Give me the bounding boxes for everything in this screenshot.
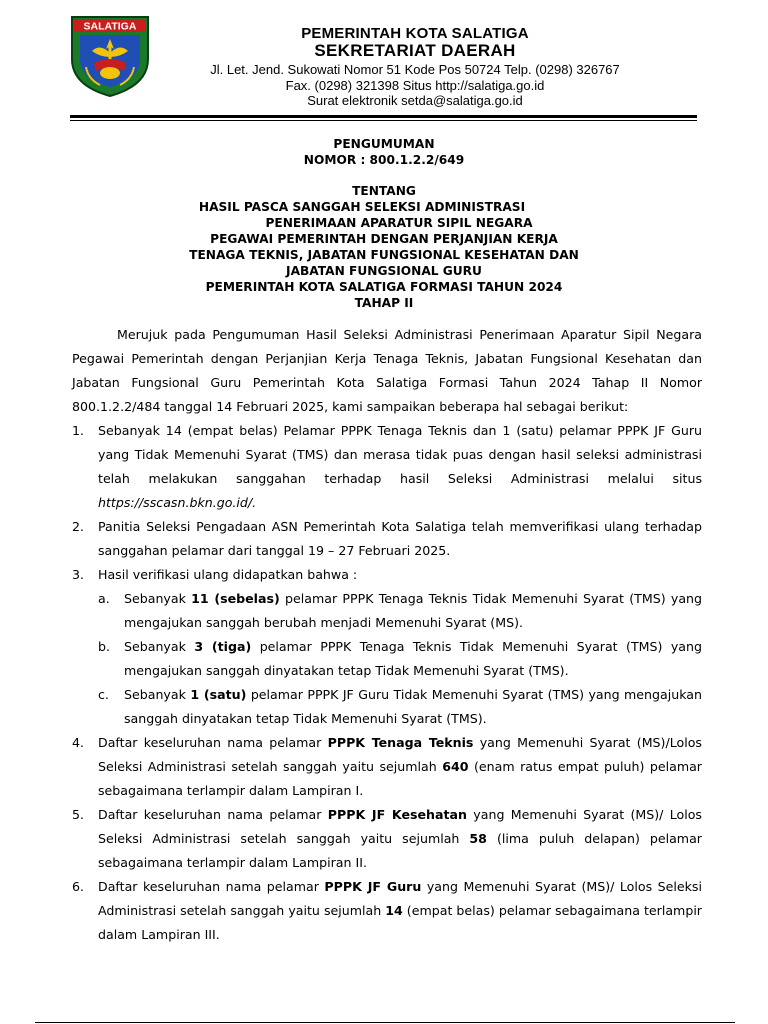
item-number: 6.	[72, 879, 85, 894]
item-count: 640	[442, 759, 469, 774]
subject-about: TENTANG	[352, 184, 416, 198]
announcement-list	[72, 419, 702, 947]
list-item	[72, 563, 702, 731]
list-item	[72, 515, 702, 563]
item-count: 14	[385, 903, 403, 918]
sub-item-text: pelamar PPPK JF Guru Tidak Memenuhi Syarat (TMS) yang mengajukan sanggah dinyatakan tetap Tidak Memenuhi Syarat (TMS).	[124, 687, 703, 726]
item-number: 3.	[72, 567, 85, 582]
item-category: PPPK Tenaga Teknis	[327, 735, 474, 750]
item-text: Daftar keseluruhan nama pelamar	[98, 879, 325, 894]
item-number: 1.	[72, 423, 85, 438]
list-item	[72, 419, 702, 515]
subject-line: TENAGA TEKNIS, JABATAN FUNGSIONAL KESEHATAN DAN	[189, 248, 579, 262]
logo-text: SALATIGA	[83, 20, 137, 33]
sub-list-item	[98, 683, 702, 731]
subject-line: JABATAN FUNGSIONAL GURU	[286, 264, 482, 278]
item-text: Sebanyak 14 (empat belas) Pelamar PPPK Tenaga Teknis dan 1 (satu) pelamar PPPK JF Guru yang Tidak Memenuhi Syarat (TMS) dan merasa tidak puas dengan hasil seleksi administrasi telah melakukan sanggahan terhadap hasil Seleksi Administrasi melalui situs	[98, 423, 702, 486]
subject-line: TAHAP II	[354, 296, 414, 310]
announcement-subject-block	[0, 183, 768, 311]
subject-line: PEGAWAI PEMERINTAH DENGAN PERJANJIAN KERJA	[210, 232, 558, 246]
government-name: PEMERINTAH KOTA SALATIGA	[301, 25, 529, 42]
item-text: (lima puluh delapan) pelamar sebagaimana terlampir dalam Lampiran II.	[98, 831, 702, 870]
item-category: PPPK JF Kesehatan	[327, 807, 467, 822]
item-text: yang Memenuhi Syarat (MS)/Lolos Seleksi Administrasi setelah sanggah yaitu sejumlah	[98, 735, 702, 774]
secretariat-name: SEKRETARIAT DAERAH	[314, 41, 516, 60]
letterhead	[0, 0, 768, 125]
announcement-number: NOMOR : 800.1.2.2/649	[303, 153, 465, 167]
letterhead-rule-thick	[70, 115, 697, 118]
item-text: (enam ratus empat puluh) pelamar sebagaimana terlampir dalam Lampiran I.	[98, 759, 702, 798]
subject-line: HASIL PASCA SANGGAH SELEKSI ADMINISTRASI	[198, 200, 526, 214]
address-line: Jl. Let. Jend. Sukowati Nomor 51 Kode Pos 50724 Telp. (0298) 326767	[210, 62, 620, 77]
letterhead-rule-thin	[70, 120, 697, 121]
item-category: PPPK JF Guru	[324, 879, 422, 894]
sub-item-text: Sebanyak	[124, 687, 191, 702]
email-line: Surat elektronik setda@salatiga.go.id	[307, 93, 523, 108]
announcement-heading-block	[0, 136, 768, 168]
item-count: 58	[469, 831, 487, 846]
sub-item-text: pelamar PPPK Tenaga Teknis Tidak Memenuhi Syarat (TMS) yang mengajukan sanggah dinyatakan tetap Tidak Memenuhi Syarat (TMS).	[124, 639, 702, 678]
item-text: Daftar keseluruhan nama pelamar	[98, 807, 328, 822]
list-item	[72, 731, 702, 803]
item-text: Daftar keseluruhan nama pelamar	[98, 735, 328, 750]
announcement-body	[72, 323, 702, 947]
salatiga-crest-icon	[70, 15, 150, 97]
item-number: 2.	[72, 519, 85, 534]
subject-line: PEMERINTAH KOTA SALATIGA FORMASI TAHUN 2024	[205, 280, 563, 294]
item-number: 4.	[72, 735, 85, 750]
item-text: yang Memenuhi Syarat (MS)/ Lolos Seleksi Administrasi setelah sanggah yaitu sejumlah	[98, 807, 702, 846]
item-number: 5.	[72, 807, 85, 822]
sub-item-count: 3 (tiga)	[194, 639, 252, 654]
sub-item-letter: c.	[98, 687, 109, 702]
item-text: Hasil verifikasi ulang didapatkan bahwa :	[98, 567, 358, 582]
footer-rule	[35, 1022, 735, 1023]
sub-item-text: Sebanyak	[124, 591, 192, 606]
sub-item-count: 1 (satu)	[190, 687, 247, 702]
sub-list-item	[98, 635, 702, 683]
announcement-heading: PENGUMUMAN	[333, 137, 435, 151]
sub-item-letter: b.	[98, 639, 110, 654]
sscasn-link[interactable]: https://sscasn.bkn.go.id/.	[98, 495, 257, 510]
sub-item-text: pelamar PPPK Tenaga Teknis Tidak Memenuhi Syarat (TMS) yang mengajukan sanggah berubah menjadi Memenuhi Syarat (MS).	[124, 591, 703, 630]
list-item	[72, 803, 702, 875]
item-text: yang Memenuhi Syarat (MS)/ Lolos Seleksi Administrasi setelah sanggah yaitu sejumlah	[98, 879, 702, 918]
item-text: (empat belas) pelamar sebagaimana terlampir dalam Lampiran III.	[98, 903, 702, 942]
item-text: Panitia Seleksi Pengadaan ASN Pemerintah Kota Salatiga telah memverifikasi ulang terhadap sanggahan pelamar dari tanggal 19 – 27 Februari 2025.	[98, 519, 702, 558]
list-item	[72, 875, 702, 947]
sub-item-text: Sebanyak	[124, 639, 195, 654]
intro-paragraph: Merujuk pada Pengumuman Hasil Seleksi Administrasi Penerimaan Aparatur Sipil Negara Pegawai Pemerintah dengan Perjanjian Kerja Tenaga Teknis, Jabatan Fungsional Kesehatan dan Jabatan Fungsional Guru Pemerintah Kota Salatiga Formasi Tahun 2024 Tahap II Nomor 800.1.2.2/484 tanggal 14 Februari 2025, kami sampaikan beberapa hal sebagai berikut:	[72, 327, 702, 414]
sub-item-count: 11 (sebelas)	[191, 591, 280, 606]
sub-item-letter: a.	[98, 591, 110, 606]
subject-line: PENERIMAAN APARATUR SIPIL NEGARA	[265, 216, 533, 230]
sub-list-item	[98, 587, 702, 635]
sub-list	[98, 587, 702, 731]
fax-website-line: Fax. (0298) 321398 Situs http://salatiga.go.id	[285, 78, 545, 93]
